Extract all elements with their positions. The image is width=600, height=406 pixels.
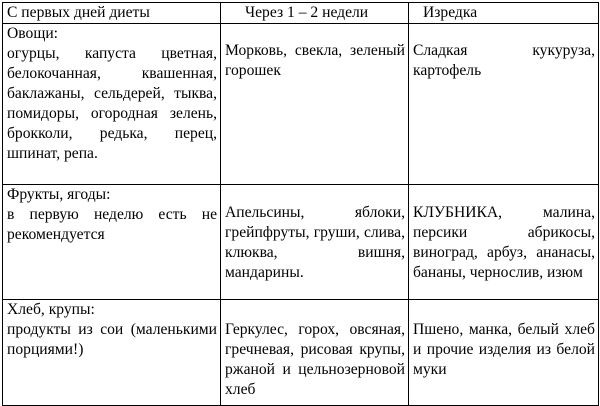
header-cell-rarely xyxy=(409,3,599,24)
category-label: Овощи: xyxy=(7,25,58,42)
header-cell-after-weeks xyxy=(221,3,409,24)
diet-table xyxy=(2,2,599,406)
cell-text: в первую неделю есть не рекомендуется xyxy=(7,206,217,243)
cell-text: Пшено, манка, белый хлеб и прочие изделия из белой муки xyxy=(413,321,595,378)
cell-text: КЛУБНИКА, малина, персики абрикосы, виноград, арбуз, ананасы, бананы, чернослив, изюм xyxy=(413,204,595,281)
header-first-days: С первых дней диеты xyxy=(7,4,150,21)
cell-first-days xyxy=(3,185,221,300)
table-row xyxy=(3,24,599,185)
cell-text: Морковь, свекла, зеленый горошек xyxy=(225,42,405,79)
header-after-weeks: Через 1 – 2 недели xyxy=(245,4,369,21)
header-row xyxy=(3,3,599,24)
cell-first-days xyxy=(3,300,221,406)
cell-text: Сладкая кукуруза, картофель xyxy=(413,42,595,79)
cell-rarely xyxy=(409,300,599,406)
cell-after-weeks xyxy=(221,24,409,185)
cell-first-days xyxy=(3,24,221,185)
category-label: Фрукты, ягоды: xyxy=(7,186,111,203)
cell-text: огурцы, капуста цветная, белокочанная, квашенная, баклажаны, сельдерей, тыква, помидоры, огородная зелень, брокколи, редька, перец, шпинат, репа. xyxy=(7,45,217,162)
cell-text: Апельсины, яблоки, грейпфруты, груши, слива, клюква, вишня, мандарины. xyxy=(225,204,405,281)
cell-text: продукты из сои (маленькими порциями!) xyxy=(7,321,217,358)
cell-rarely xyxy=(409,185,599,300)
cell-text: Геркулес, горох, овсяная, гречневая, рисовая крупы, ржаной и цельнозерновой хлеб xyxy=(225,321,405,398)
cell-after-weeks xyxy=(221,300,409,406)
cell-rarely xyxy=(409,24,599,185)
header-rarely: Изредка xyxy=(423,4,478,21)
category-label: Хлеб, крупы: xyxy=(7,301,95,318)
table-row xyxy=(3,300,599,406)
table-row xyxy=(3,185,599,300)
cell-after-weeks xyxy=(221,185,409,300)
header-cell-first-days xyxy=(3,3,221,24)
